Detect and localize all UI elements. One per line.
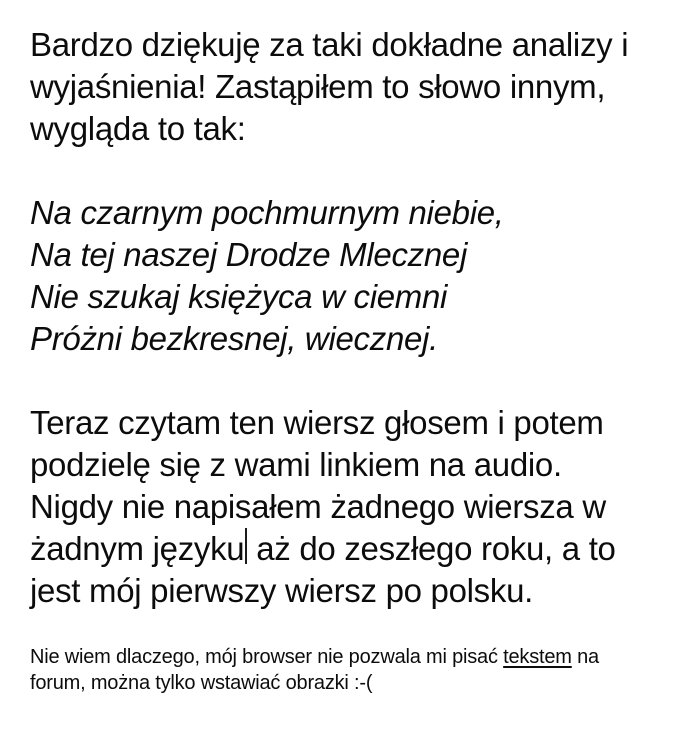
poem-line: Na czarnym pochmurnym niebie, bbox=[30, 194, 504, 231]
text-line-with-cursor bbox=[30, 528, 664, 570]
text-line: wyjaśnienia! Zastąpiłem to słowo innym, bbox=[30, 68, 606, 105]
intro-paragraph bbox=[30, 24, 664, 150]
text-line: podzielę się z wami linkiem na audio. bbox=[30, 446, 562, 483]
text-line: jest mój pierwszy wiersz po polsku. bbox=[30, 572, 533, 609]
footnote-line bbox=[30, 644, 664, 670]
text-before-cursor: żadnym języku bbox=[30, 530, 245, 567]
poem-line: Na tej naszej Drodze Mlecznej bbox=[30, 236, 467, 273]
text-line: Teraz czytam ten wiersz głosem i potem bbox=[30, 404, 604, 441]
outro-paragraph bbox=[30, 402, 664, 612]
poem-line: Próżni bezkresnej, wiecznej. bbox=[30, 320, 438, 357]
text-line: Bardzo dziękuję za taki dokładne analizy i bbox=[30, 26, 629, 63]
text-line: Nigdy nie napisałem żadnego wiersza w bbox=[30, 488, 606, 525]
footnote-text: na bbox=[571, 646, 599, 668]
underlined-word: tekstem bbox=[503, 646, 572, 668]
footnote-line: forum, można tylko wstawiać obrazki :-( bbox=[30, 672, 373, 694]
footnote bbox=[30, 644, 664, 696]
text-after-cursor: aż do zeszłego roku, a to bbox=[247, 530, 616, 567]
poem-stanza bbox=[30, 192, 664, 360]
text-line: wygląda to tak: bbox=[30, 110, 246, 147]
poem-line: Nie szukaj księżyca w ciemni bbox=[30, 278, 448, 315]
footnote-text: Nie wiem dlaczego, mój browser nie pozwala mi pisać bbox=[30, 646, 504, 668]
